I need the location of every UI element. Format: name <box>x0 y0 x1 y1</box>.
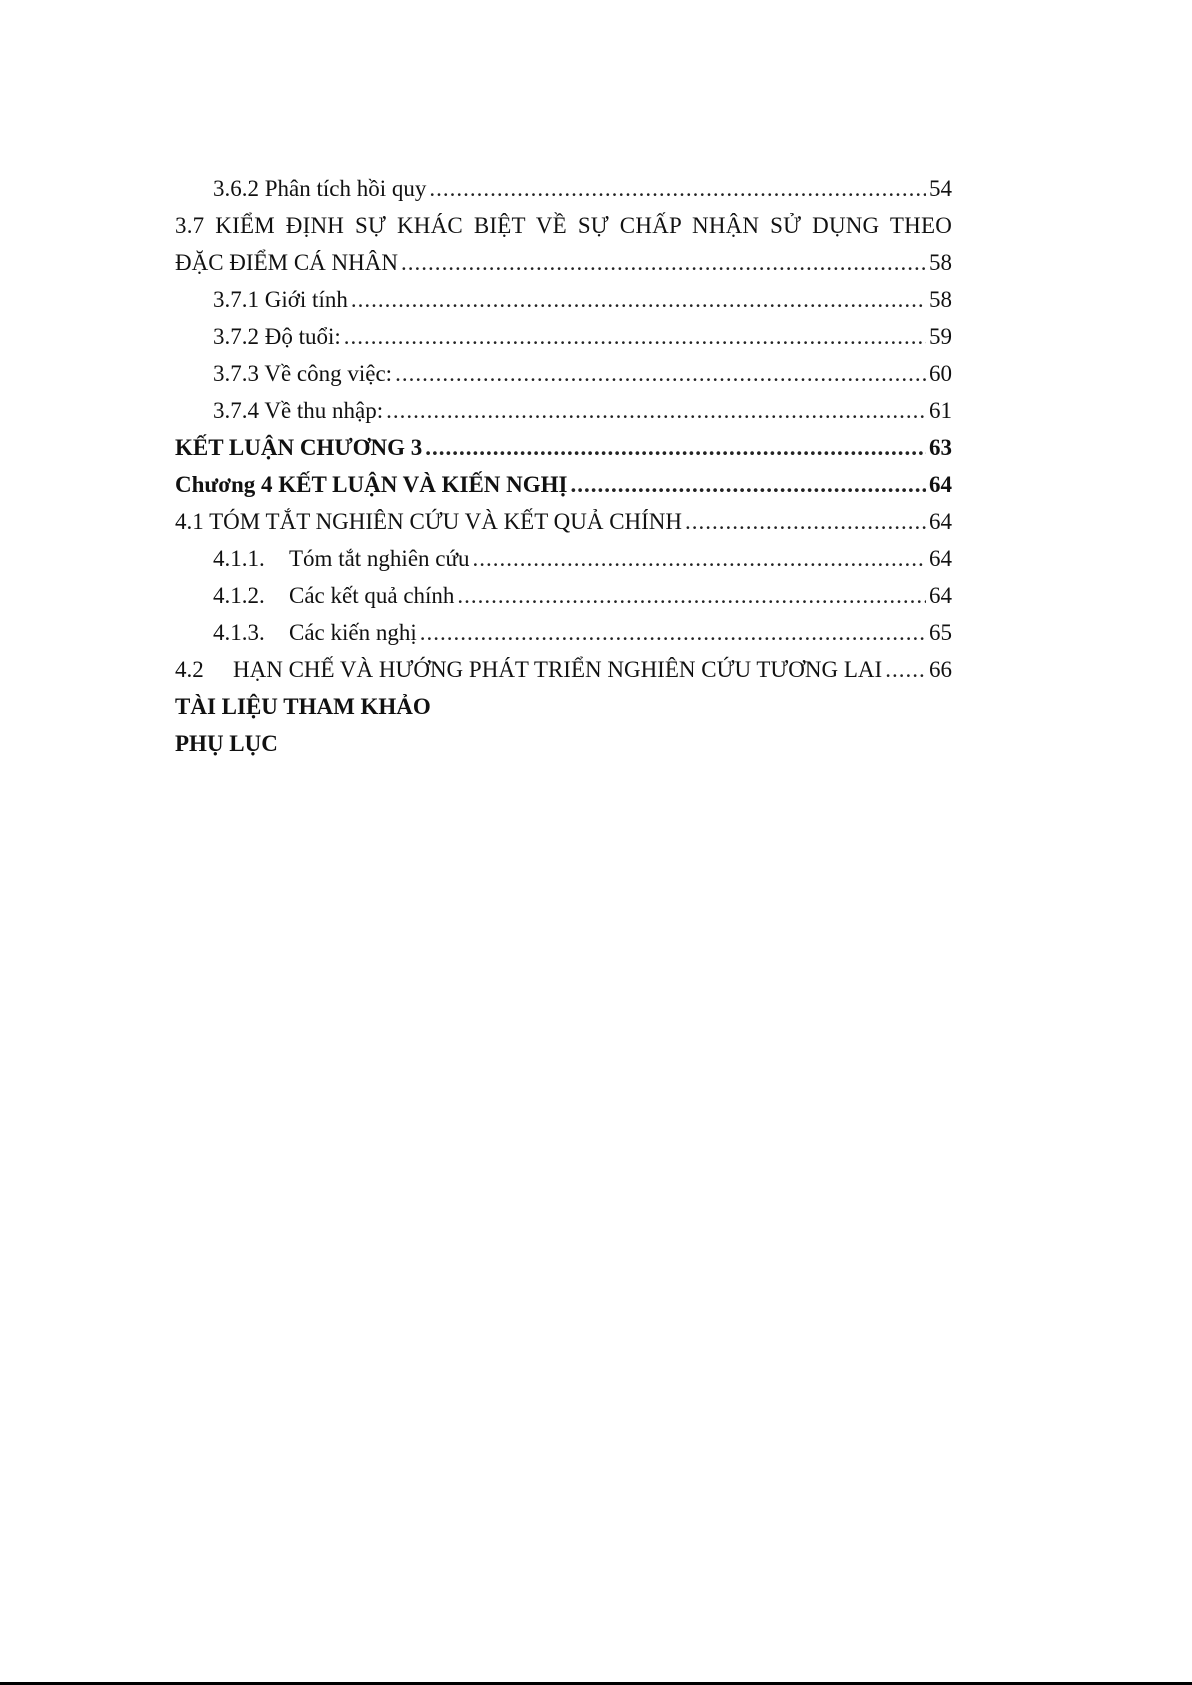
toc-entry-tai-lieu-tham-khao[interactable] <box>175 688 952 725</box>
toc-entry-title: 3.7.2 Độ tuổi: <box>213 324 341 349</box>
toc-page-number: 65 <box>929 620 952 645</box>
dot-leader <box>885 651 926 688</box>
toc-entry-chuong-4[interactable] <box>175 466 952 503</box>
toc-entry-phu-luc[interactable] <box>175 725 952 762</box>
toc-entry-3-7-line2[interactable] <box>175 244 952 281</box>
toc-entry-title: 3.7.4 Về thu nhập: <box>213 398 384 423</box>
toc-entry-4-1-2[interactable] <box>175 577 952 614</box>
toc-entry-text: Các kiến nghị <box>289 620 417 645</box>
toc-entry-text: Các kết quả chính <box>289 583 455 608</box>
toc-entry-3-6-2[interactable] <box>175 170 952 207</box>
dot-leader <box>351 281 926 318</box>
toc-entry-number: 4.1.1. <box>213 546 265 571</box>
toc-page-number: 59 <box>929 324 952 349</box>
toc-entry-4-1[interactable] <box>175 503 952 540</box>
toc-entry-title: 4.1 TÓM TẮT NGHIÊN CỨU VÀ KẾT QUẢ CHÍNH <box>175 509 683 534</box>
toc-entry-4-1-1[interactable] <box>175 540 952 577</box>
table-of-contents <box>175 170 952 762</box>
toc-entry-title <box>213 614 417 651</box>
toc-entry-3-7-4[interactable] <box>175 392 952 429</box>
dot-leader <box>344 318 926 355</box>
toc-entry-title: Chương 4 KẾT LUẬN VÀ KIẾN NGHỊ <box>175 472 568 497</box>
dot-leader <box>472 540 926 577</box>
toc-entry-title: PHỤ LỤC <box>175 731 278 756</box>
toc-entry-number: 4.1.3. <box>213 620 265 645</box>
toc-entry-title <box>213 540 469 577</box>
dot-leader <box>425 429 926 466</box>
toc-entry-title <box>175 651 882 688</box>
toc-entry-text: HẠN CHẾ VÀ HƯỚNG PHÁT TRIỂN NGHIÊN CỨU TƯƠNG LAI <box>233 657 883 682</box>
toc-entry-number: 4.1.2. <box>213 583 265 608</box>
toc-entry-title: TÀI LIỆU THAM KHẢO <box>175 694 431 719</box>
toc-page-number: 64 <box>929 509 952 534</box>
toc-entry-3-7-line1[interactable]: 3.7 KIỂM ĐỊNH SỰ KHÁC BIỆT VỀ SỰ CHẤP NHẬN SỬ DỤNG THEO <box>175 213 952 238</box>
toc-entry-number: 4.2 <box>175 657 204 682</box>
toc-page-number: 54 <box>929 176 952 201</box>
toc-entry-3-7-3[interactable] <box>175 355 952 392</box>
toc-entry-4-1-3[interactable] <box>175 614 952 651</box>
toc-page-number: 61 <box>929 398 952 423</box>
toc-entry-3-7-2[interactable] <box>175 318 952 355</box>
toc-page-number: 64 <box>929 583 952 608</box>
dot-leader <box>571 466 927 503</box>
toc-entry-4-2[interactable] <box>175 651 952 688</box>
toc-entry-title: 3.6.2 Phân tích hồi quy <box>213 176 427 201</box>
dot-leader <box>429 170 926 207</box>
dot-leader <box>401 244 926 281</box>
toc-entry-ket-luan-chuong-3[interactable] <box>175 429 952 466</box>
toc-page-number: 60 <box>929 361 952 386</box>
dot-leader <box>685 503 926 540</box>
toc-entry-title: ĐẶC ĐIỂM CÁ NHÂN <box>175 250 398 275</box>
toc-entry-title <box>213 577 454 614</box>
dot-leader <box>386 392 926 429</box>
dot-leader <box>457 577 926 614</box>
dot-leader <box>420 614 926 651</box>
toc-entry-3-7-1[interactable] <box>175 281 952 318</box>
toc-entry-title: 3.7.3 Về công việc: <box>213 361 393 386</box>
toc-entry-text: Tóm tắt nghiên cứu <box>289 546 470 571</box>
toc-entry-title: KẾT LUẬN CHƯƠNG 3 <box>175 435 423 460</box>
toc-entry-title: 3.7.1 Giới tính <box>213 287 348 312</box>
toc-page-number: 58 <box>929 250 952 275</box>
toc-page-number: 58 <box>929 287 952 312</box>
toc-page-number: 64 <box>929 472 952 497</box>
toc-page-number: 63 <box>929 435 952 460</box>
toc-page-number: 64 <box>929 546 952 571</box>
dot-leader <box>395 355 926 392</box>
toc-page-number: 66 <box>929 657 952 682</box>
